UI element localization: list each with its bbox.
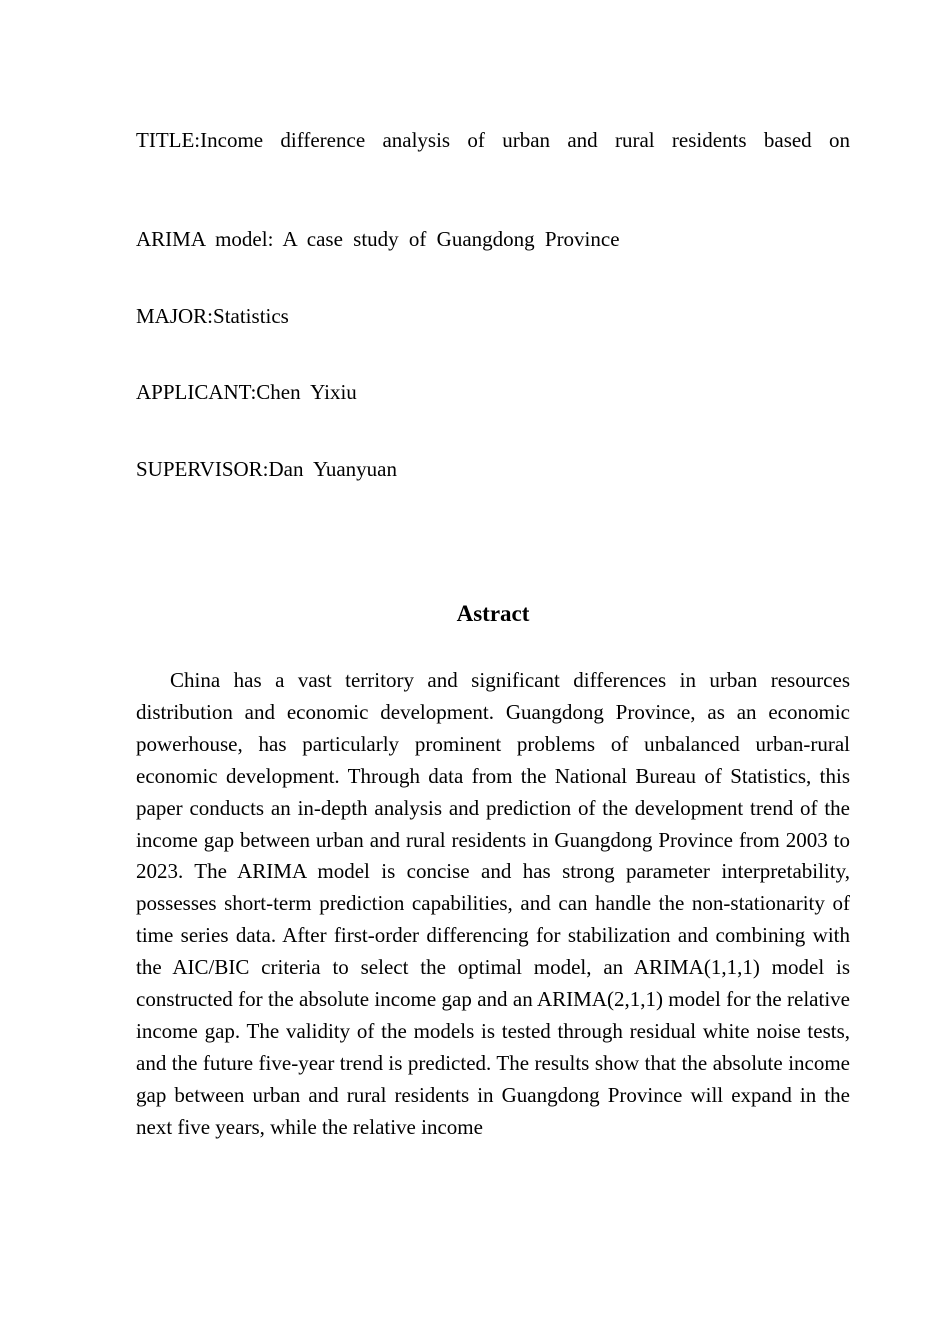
supervisor-field: SUPERVISOR:Dan Yuanyuan [136,457,397,481]
thesis-title-line-1: TITLE:Income difference analysis of urban and rural residents based on [136,128,850,152]
abstract-body: China has a vast territory and significant differences in urban resources distribution and economic development. Guangdong Province, as an economic powerhouse, has particularly prominent problems of unbalanced urban-rural economic development. Through data from the National Bureau of Statistics, this paper conducts an in-depth analysis and prediction of the development trend of the income gap between urban and rural residents in Guangdong Province from 2003 to 2023. The ARIMA model is concise and has strong parameter interpretability, possesses short-term prediction capabilities, and can handle the non-stationarity of time series data. After first-order differencing for stabilization and combining with the AIC/BIC criteria to select the optimal model, an ARIMA(1,1,1) model is constructed for the absolute income gap and an ARIMA(2,1,1) model for the relative income gap. The validity of the models is tested through residual white noise tests, and the future five-year trend is predicted. The results show that the absolute income gap between urban and rural residents in Guangdong Province will expand in the next five years, while the relative income [136,668,850,1139]
abstract-heading: Astract [456,601,530,626]
thesis-title-line-2: ARIMA model: A case study of Guangdong Province [136,227,620,251]
applicant-field: APPLICANT:Chen Yixiu [136,380,357,404]
major-field: MAJOR:Statistics [136,304,289,328]
